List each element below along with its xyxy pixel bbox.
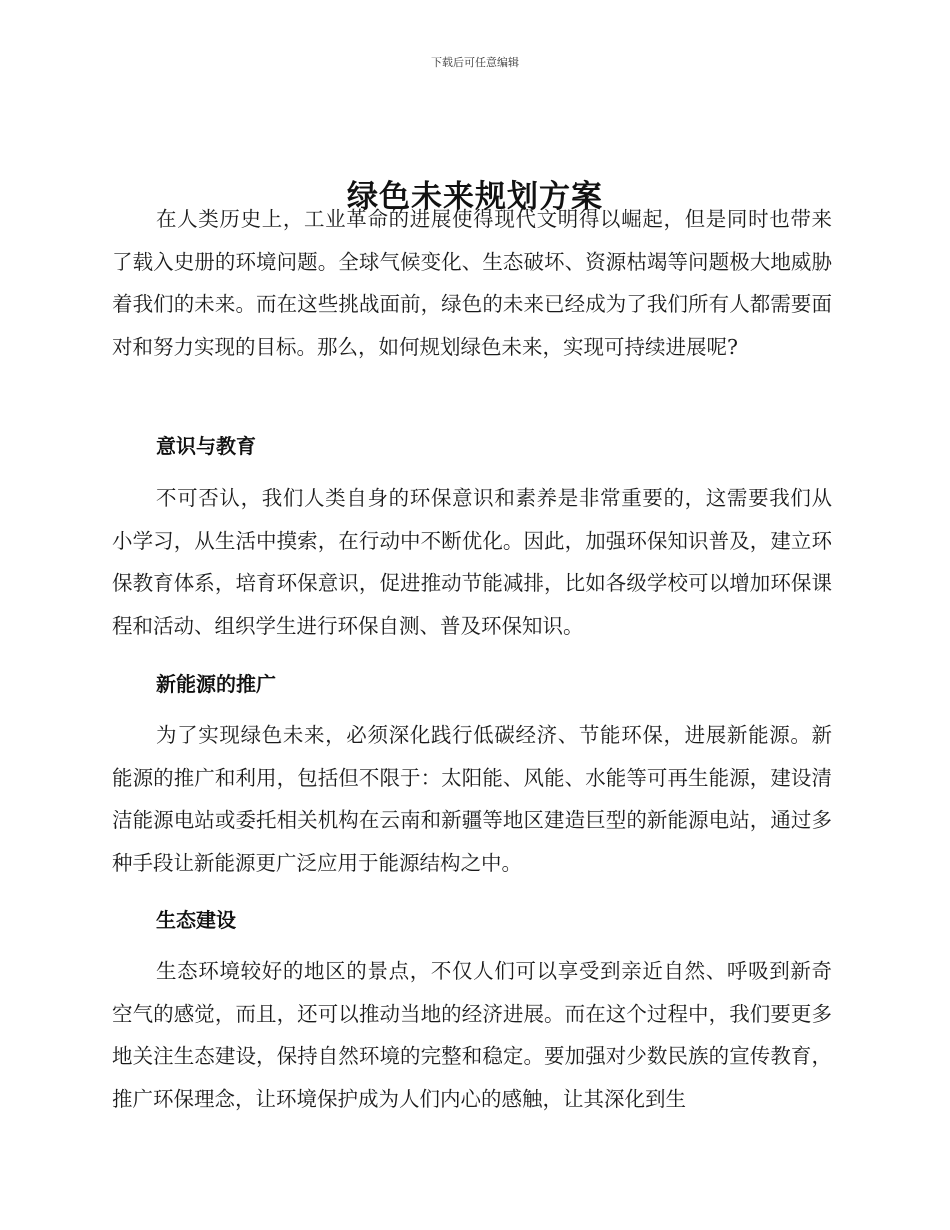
section-paragraph-ecology: 生态环境较好的地区的景点，不仅人们可以享受到亲近自然、呼吸到新奇空气的感觉，而且，还可以推动当地的经济进展。而在这个过程中，我们要更多地关注生态建设，保持自然环境的完整和稳定。要加强对少数民族的宣传教育，推广环保理念，让环境保护成为人们内心的感触，让其深化到生 (112, 959, 832, 1111)
section-paragraph-new-energy: 为了实现绿色未来，必须深化践行低碳经济、节能环保，进展新能源。新能源的推广和利用，包括但不限于：太阳能、风能、水能等可再生能源，建设清洁能源电站或委托相关机构在云南和新疆等地区建造巨型的新能源电站，通过多种手段让新能源更广泛应用于能源结构之中。 (112, 723, 832, 875)
section-paragraph-education: 不可否认，我们人类自身的环保意识和素养是非常重要的，这需要我们从小学习，从生活中摸索，在行动中不断优化。因此，加强环保知识普及，建立环保教育体系，培育环保意识，促进推动节能减排，比如各级学校可以增加环保课程和活动、组织学生进行环保自测、普及环保知识。 (112, 486, 832, 638)
page-header-note: 下载后可任意编辑 (431, 56, 519, 69)
document-title: 绿色未来规划方案 (347, 178, 603, 215)
section-heading-education: 意识与教育 (156, 434, 256, 458)
section-heading-ecology: 生态建设 (156, 908, 236, 932)
section-heading-new-energy: 新能源的推广 (156, 672, 276, 696)
intro-paragraph: 在人类历史上，工业革命的进展使得现代文明得以崛起，但是同时也带来了载入史册的环境问题。全球气候变化、生态破坏、资源枯竭等问题极大地威胁着我们的未来。而在这些挑战面前，绿色的未来已经成为了我们所有人都需要面对和努力实现的目标。那么，如何规划绿色未来，实现可持续进展呢? (112, 207, 832, 359)
